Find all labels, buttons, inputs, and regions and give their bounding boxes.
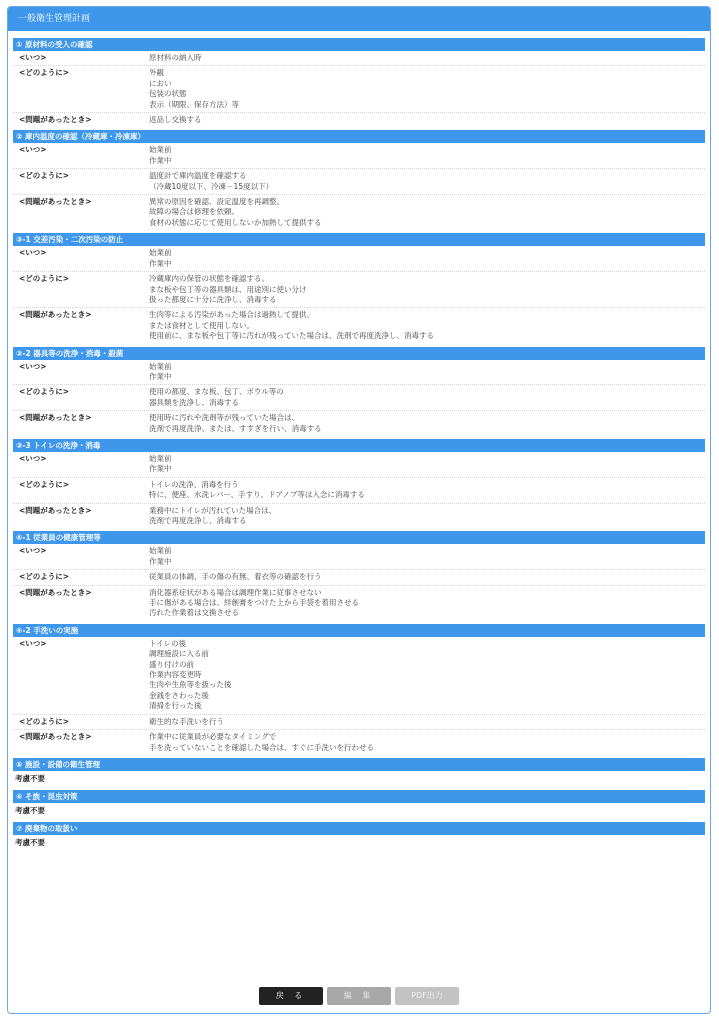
- section-note: 考慮不要: [15, 837, 45, 847]
- value-line: 清掃を行った後: [149, 701, 202, 711]
- how-label: <どのように>: [19, 274, 70, 284]
- value-line: 手を洗っていないことを確認した場合は、すぐに手洗いを行わせる: [149, 742, 374, 752]
- how-label: <どのように>: [19, 68, 70, 78]
- problem-value: [149, 413, 705, 434]
- when-value: [149, 53, 705, 63]
- problem-value: [149, 506, 705, 527]
- when-row: [13, 544, 705, 570]
- back-button[interactable]: 戻 る: [259, 987, 323, 1005]
- problem-row: [13, 504, 705, 529]
- problem-row: [13, 586, 705, 621]
- value-line: 使用時に汚れや洗剤等が残っていた場合は、: [149, 413, 299, 423]
- when-row: [13, 246, 705, 272]
- how-label: <どのように>: [19, 716, 70, 726]
- pdf-export-button[interactable]: PDF出力: [395, 987, 459, 1005]
- value-line: 作業中: [149, 155, 172, 165]
- value-line: 調理施設に入る前: [149, 649, 209, 659]
- problem-row: [13, 195, 705, 230]
- problem-value: [149, 197, 705, 228]
- when-row: [13, 452, 705, 478]
- section-heading: ② 庫内温度の確認（冷蔵庫・冷凍庫）: [13, 130, 705, 143]
- section-heading: ⑥ そ族・昆虫対策: [13, 790, 705, 803]
- plan-section: [13, 624, 705, 755]
- problem-value: [149, 588, 705, 619]
- when-value: [149, 639, 705, 712]
- how-row: [13, 385, 705, 411]
- problem-row: [13, 113, 705, 127]
- value-line: 扱った都度に十分に洗浄し、消毒する: [149, 294, 277, 304]
- value-line: 始業前: [149, 546, 172, 556]
- value-line: 汚れた作業着は交換させる: [149, 608, 239, 618]
- how-row: [13, 715, 705, 730]
- plan-section: [13, 758, 705, 787]
- plan-content: [8, 31, 710, 851]
- problem-label: <問題があったとき>: [19, 115, 92, 125]
- value-line: 作業中に従業員が必要なタイミングで: [149, 732, 277, 742]
- value-line: 包装の状態: [149, 89, 187, 99]
- how-label: <どのように>: [19, 479, 70, 489]
- how-value: [149, 274, 705, 305]
- when-row: [13, 143, 705, 169]
- plan-section: [13, 822, 705, 851]
- how-row: [13, 169, 705, 195]
- how-value: [149, 572, 705, 582]
- problem-label: <問題があったとき>: [19, 413, 92, 423]
- how-value: [149, 480, 705, 501]
- value-line: 従業員の体調、手の傷の有無、着衣等の確認を行う: [149, 572, 322, 582]
- when-label: <いつ>: [19, 638, 47, 648]
- when-row: [13, 51, 705, 66]
- value-line: 返品し交換する: [149, 115, 202, 125]
- hygiene-plan-panel: [7, 6, 711, 1014]
- value-line: 金銭をさわった後: [149, 690, 209, 700]
- how-value: [149, 68, 705, 110]
- problem-label: <問題があったとき>: [19, 732, 92, 742]
- how-row: [13, 478, 705, 504]
- plan-section: [13, 790, 705, 819]
- problem-value: [149, 310, 705, 341]
- value-line: 業務中にトイレが汚れていた場合は、: [149, 505, 277, 515]
- problem-row: [13, 308, 705, 343]
- value-line: 始業前: [149, 361, 172, 371]
- value-line: 作業中: [149, 464, 172, 474]
- value-line: 作業内容変更時: [149, 670, 202, 680]
- plan-section: [13, 347, 705, 436]
- when-value: [149, 546, 705, 567]
- value-line: 洗剤で再度洗浄し、消毒する: [149, 516, 247, 525]
- value-line: 消化器系症状がある場合は調理作業に従事させない: [149, 587, 322, 597]
- section-note: 考慮不要: [15, 773, 45, 783]
- when-label: <いつ>: [19, 248, 47, 258]
- value-line: 盛り付けの前: [149, 659, 194, 669]
- plan-section: [13, 38, 705, 127]
- problem-row: [13, 730, 705, 755]
- problem-value: [149, 115, 705, 125]
- value-line: 生肉や生魚等を扱った後: [149, 680, 232, 690]
- value-line: 冷蔵庫内の保管の状態を確認する。: [149, 274, 269, 284]
- section-heading: ③-2 器具等の洗浄・消毒・殺菌: [13, 347, 705, 360]
- value-line: 手に傷がある場合は、絆創膏をつけた上から手袋を着用させる: [149, 598, 359, 608]
- plan-section: [13, 531, 705, 620]
- section-heading: ⑦ 廃棄物の取扱い: [13, 822, 705, 835]
- plan-section: [13, 233, 705, 343]
- problem-value: [149, 732, 705, 753]
- value-line: 作業中: [149, 258, 172, 268]
- value-line: におい: [149, 78, 172, 88]
- section-heading: ① 原材料の受入の確認: [13, 38, 705, 51]
- value-line: 衛生的な手洗いを行う: [149, 716, 224, 726]
- how-value: [149, 387, 705, 408]
- value-line: 作業中: [149, 371, 172, 381]
- when-row: [13, 360, 705, 386]
- value-line: まな板や包丁等の器具類は、用途別に使い分け: [149, 284, 307, 294]
- section-heading: ④-1 従業員の健康管理等: [13, 531, 705, 544]
- how-value: [149, 717, 705, 727]
- problem-label: <問題があったとき>: [19, 197, 92, 207]
- problem-label: <問題があったとき>: [19, 587, 92, 597]
- when-label: <いつ>: [19, 145, 47, 155]
- when-label: <いつ>: [19, 53, 47, 62]
- value-line: 器具類を洗浄し、消毒する: [149, 397, 239, 407]
- value-line: トイレの洗浄、消毒を行う: [149, 479, 239, 489]
- problem-row: [13, 411, 705, 436]
- value-line: 異常の原因を確認、設定温度を再調整。: [149, 197, 284, 207]
- when-label: <いつ>: [19, 453, 47, 463]
- how-label: <どのように>: [19, 171, 70, 181]
- value-line: 使用の都度、まな板、包丁、ボウル等の: [149, 387, 284, 397]
- button-bar: [8, 987, 710, 1005]
- plan-section: [13, 130, 705, 230]
- value-line: 食材の状態に応じて使用しないか加熱して提供する: [149, 217, 322, 227]
- value-line: 原材料の納入時: [149, 53, 202, 62]
- section-heading: ③-1 交差汚染・二次汚染の防止: [13, 233, 705, 246]
- plan-section: [13, 439, 705, 528]
- when-value: [149, 362, 705, 383]
- value-line: 生肉等による汚染があった場合は過熱して提供、: [149, 310, 314, 320]
- panel-title: 一般衛生管理計画: [8, 7, 710, 31]
- value-line: 表示（期限、保存方法）等: [149, 99, 239, 109]
- when-label: <いつ>: [19, 546, 47, 556]
- when-value: [149, 454, 705, 475]
- value-line: 始業前: [149, 145, 172, 155]
- how-label: <どのように>: [19, 572, 70, 582]
- value-line: 作業中: [149, 556, 172, 566]
- value-line: 使用前に、まな板や包丁等に汚れが残っていた場合は、洗剤で再度洗浄し、消毒する: [149, 331, 434, 341]
- value-line: または食材として使用しない。: [149, 320, 254, 330]
- when-label: <いつ>: [19, 361, 47, 371]
- how-value: [149, 171, 705, 192]
- section-heading: ④-2 手洗いの実施: [13, 624, 705, 637]
- section-heading: ⑤ 施設・設備の衛生管理: [13, 758, 705, 771]
- when-value: [149, 248, 705, 269]
- problem-label: <問題があったとき>: [19, 310, 92, 320]
- section-heading: ③-3 トイレの洗浄・消毒: [13, 439, 705, 452]
- how-label: <どのように>: [19, 387, 70, 397]
- value-line: トイレの後: [149, 638, 187, 648]
- edit-button[interactable]: 編 集: [327, 987, 391, 1005]
- value-line: 外観: [149, 68, 164, 78]
- how-row: [13, 66, 705, 113]
- value-line: 洗剤で再度洗浄、または、すすぎを行い、消毒する: [149, 423, 322, 433]
- when-value: [149, 145, 705, 166]
- when-row: [13, 637, 705, 715]
- value-line: 特に、便座、水洗レバー、手すり、ドアノブ等は入念に消毒する: [149, 490, 365, 500]
- value-line: 始業前: [149, 248, 172, 258]
- problem-label: <問題があったとき>: [19, 505, 92, 515]
- value-line: 温度計で庫内温度を確認する: [149, 171, 247, 181]
- value-line: 故障の場合は修理を依頼。: [149, 207, 239, 217]
- value-line: 始業前: [149, 453, 172, 463]
- how-row: [13, 570, 705, 585]
- value-line: （冷蔵10度以下、冷凍－15度以下）: [149, 181, 274, 191]
- section-note: 考慮不要: [15, 805, 45, 815]
- how-row: [13, 272, 705, 308]
